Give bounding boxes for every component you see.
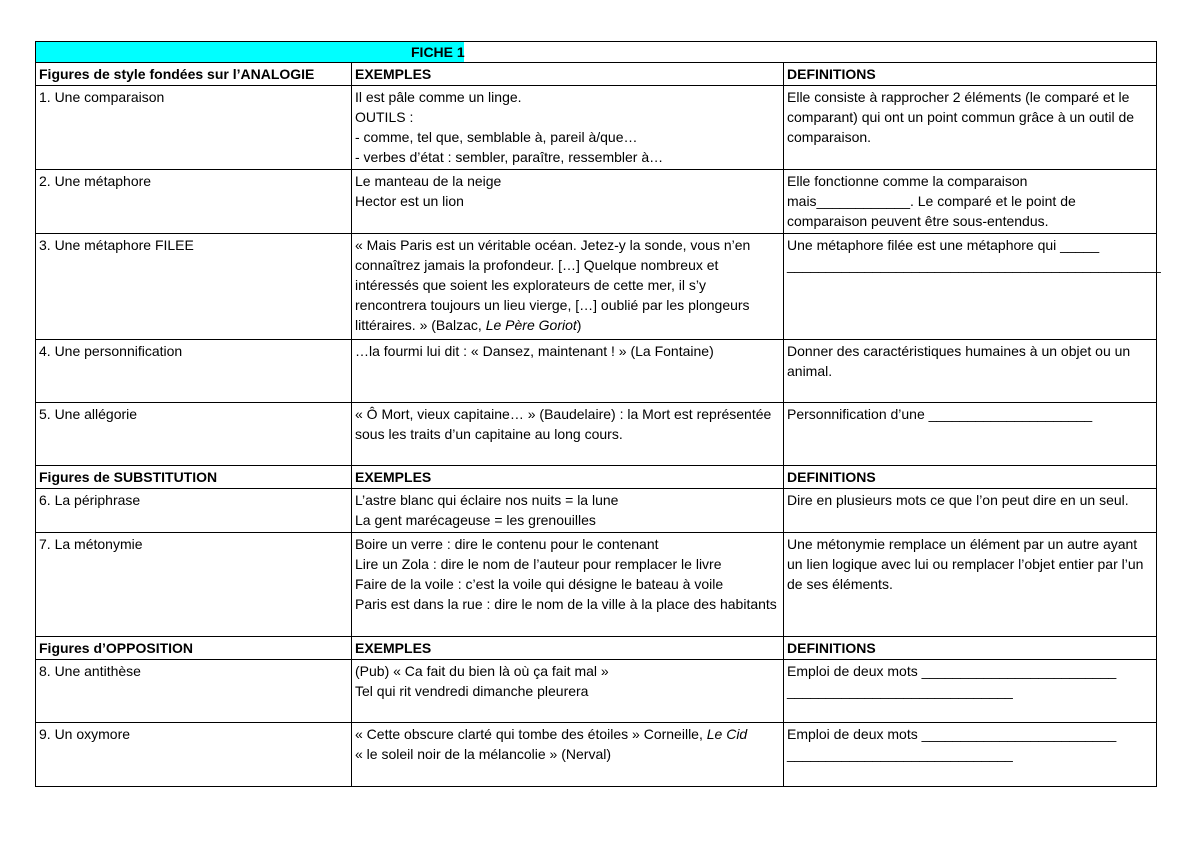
figure-definition: Elle consiste à rapprocher 2 éléments (le comparé et le comparant) qui ont un point commun grâce à un outil de comparaison.: [784, 86, 1157, 170]
example-text: « Mais Paris est un véritable océan. Jetez-y la sonde, vous n’en connaîtrez jamais la profondeur. […] Quelque nombreux et intéressés que soient les explorateurs de cette mer, il s’y rencontrera toujours un lieu vierge, […] oublié par les plongeurs littéraires. » (Balzac,: [355, 237, 751, 333]
figure-examples: [352, 86, 784, 170]
table-row: [36, 340, 1157, 403]
table-row: [36, 533, 1157, 637]
figure-definition: [784, 660, 1157, 723]
figures-table: [35, 41, 1161, 787]
example-book-title: Le Père Goriot: [485, 317, 577, 333]
example-text-end: ): [576, 317, 582, 333]
title-row: [36, 42, 1157, 63]
table-row: [36, 403, 1157, 466]
figure-definition: Personnification d’une _____________________: [784, 403, 1157, 466]
header-examples: EXEMPLES: [352, 637, 784, 660]
example-line: - verbes d’état : sembler, paraître, ressembler à…: [355, 149, 664, 165]
example-line: OUTILS :: [355, 109, 414, 125]
section-header-opposition: [36, 637, 1157, 660]
figures-de-style-sheet: [35, 41, 1161, 787]
figure-definition: Dire en plusieurs mots ce que l’on peut dire en un seul.: [784, 489, 1157, 533]
figure-examples: [352, 170, 784, 234]
definition-line: _____________________________: [787, 683, 1013, 699]
page-title: FICHE 1: [411, 44, 465, 60]
table-row: [36, 660, 1157, 723]
header-examples: EXEMPLES: [352, 466, 784, 489]
header-definitions: DEFINITIONS: [784, 466, 1157, 489]
header-definitions: DEFINITIONS: [784, 63, 1157, 86]
figure-examples: [352, 660, 784, 723]
example-book-title: Le Cid: [706, 726, 748, 742]
figure-name: 8. Une antithèse: [36, 660, 352, 723]
example-line: La gent marécageuse = les grenouilles: [355, 512, 596, 528]
figure-examples: [352, 403, 784, 466]
example-line: Paris est dans la rue : dire le nom de la ville à la place des habitants: [355, 596, 777, 612]
example-line: (Pub) « Ca fait du bien là où ça fait mal »: [355, 663, 609, 679]
section-header-substitution: [36, 466, 1157, 489]
example-line: Tel qui rit vendredi dimanche pleurera: [355, 683, 589, 699]
table-row: [36, 234, 1157, 340]
example-line: Lire un Zola : dire le nom de l’auteur pour remplacer le livre: [355, 556, 722, 572]
figure-examples: [352, 533, 784, 637]
header-category: Figures de style fondées sur l’ANALOGIE: [36, 63, 352, 86]
example-line: « Ô Mort, vieux capitaine… » (Baudelaire) : la Mort est représentée sous les traits d’un capitaine au long cours.: [355, 406, 772, 442]
table-row: [36, 489, 1157, 533]
header-category: Figures de SUBSTITUTION: [36, 466, 352, 489]
header-category: Figures d’OPPOSITION: [36, 637, 352, 660]
figure-definition: Donner des caractéristiques humaines à un objet ou un animal.: [784, 340, 1157, 403]
table-row: [36, 86, 1157, 170]
example-line: Hector est un lion: [355, 193, 464, 209]
definition-line: Emploi de deux mots _________________________: [787, 663, 1117, 679]
figure-name: 5. Une allégorie: [36, 403, 352, 466]
title-highlight: [36, 42, 464, 62]
section-header-analogie: [36, 63, 1157, 86]
title-cell: [36, 42, 1157, 63]
figure-name: 9. Un oxymore: [36, 723, 352, 787]
figure-examples: [352, 723, 784, 787]
figure-examples: [352, 234, 784, 340]
figure-examples: [352, 489, 784, 533]
figure-definition: Une métaphore filée est une métaphore qui _____ ________________________________________________: [784, 234, 1157, 340]
header-examples: EXEMPLES: [352, 63, 784, 86]
example-line: Il est pâle comme un linge.: [355, 89, 522, 105]
example-line: …la fourmi lui dit : « Dansez, maintenant ! » (La Fontaine): [355, 343, 714, 359]
example-line: Le manteau de la neige: [355, 173, 502, 189]
table-row: [36, 723, 1157, 787]
figure-name: 2. Une métaphore: [36, 170, 352, 234]
example-line: Faire de la voile : c’est la voile qui désigne le bateau à voile: [355, 576, 724, 592]
figure-definition: Elle fonctionne comme la comparaison mais____________. Le comparé et le point de comparaison peuvent être sous-entendus.: [784, 170, 1157, 234]
example-line: - comme, tel que, semblable à, pareil à/que…: [355, 129, 638, 145]
example-line: [355, 724, 780, 744]
figure-name: 7. La métonymie: [36, 533, 352, 637]
example-text: « Cette obscure clarté qui tombe des étoiles » Corneille,: [355, 726, 707, 742]
figure-examples: [352, 340, 784, 403]
figure-name: 1. Une comparaison: [36, 86, 352, 170]
figure-definition: Une métonymie remplace un élément par un autre ayant un lien logique avec lui ou remplacer l’objet entier par l’un de ses éléments.: [784, 533, 1157, 637]
example-line: L’astre blanc qui éclaire nos nuits = la lune: [355, 492, 619, 508]
figure-name: 3. Une métaphore FILEE: [36, 234, 352, 340]
definition-line: _____________________________: [787, 746, 1013, 762]
example-line: « le soleil noir de la mélancolie » (Nerval): [355, 746, 612, 762]
figure-name: 4. Une personnification: [36, 340, 352, 403]
figure-definition: [784, 723, 1157, 787]
definition-line: Emploi de deux mots _________________________: [787, 726, 1117, 742]
figure-name: 6. La périphrase: [36, 489, 352, 533]
example-line: Boire un verre : dire le contenu pour le contenant: [355, 536, 659, 552]
table-row: [36, 170, 1157, 234]
header-definitions: DEFINITIONS: [784, 637, 1157, 660]
